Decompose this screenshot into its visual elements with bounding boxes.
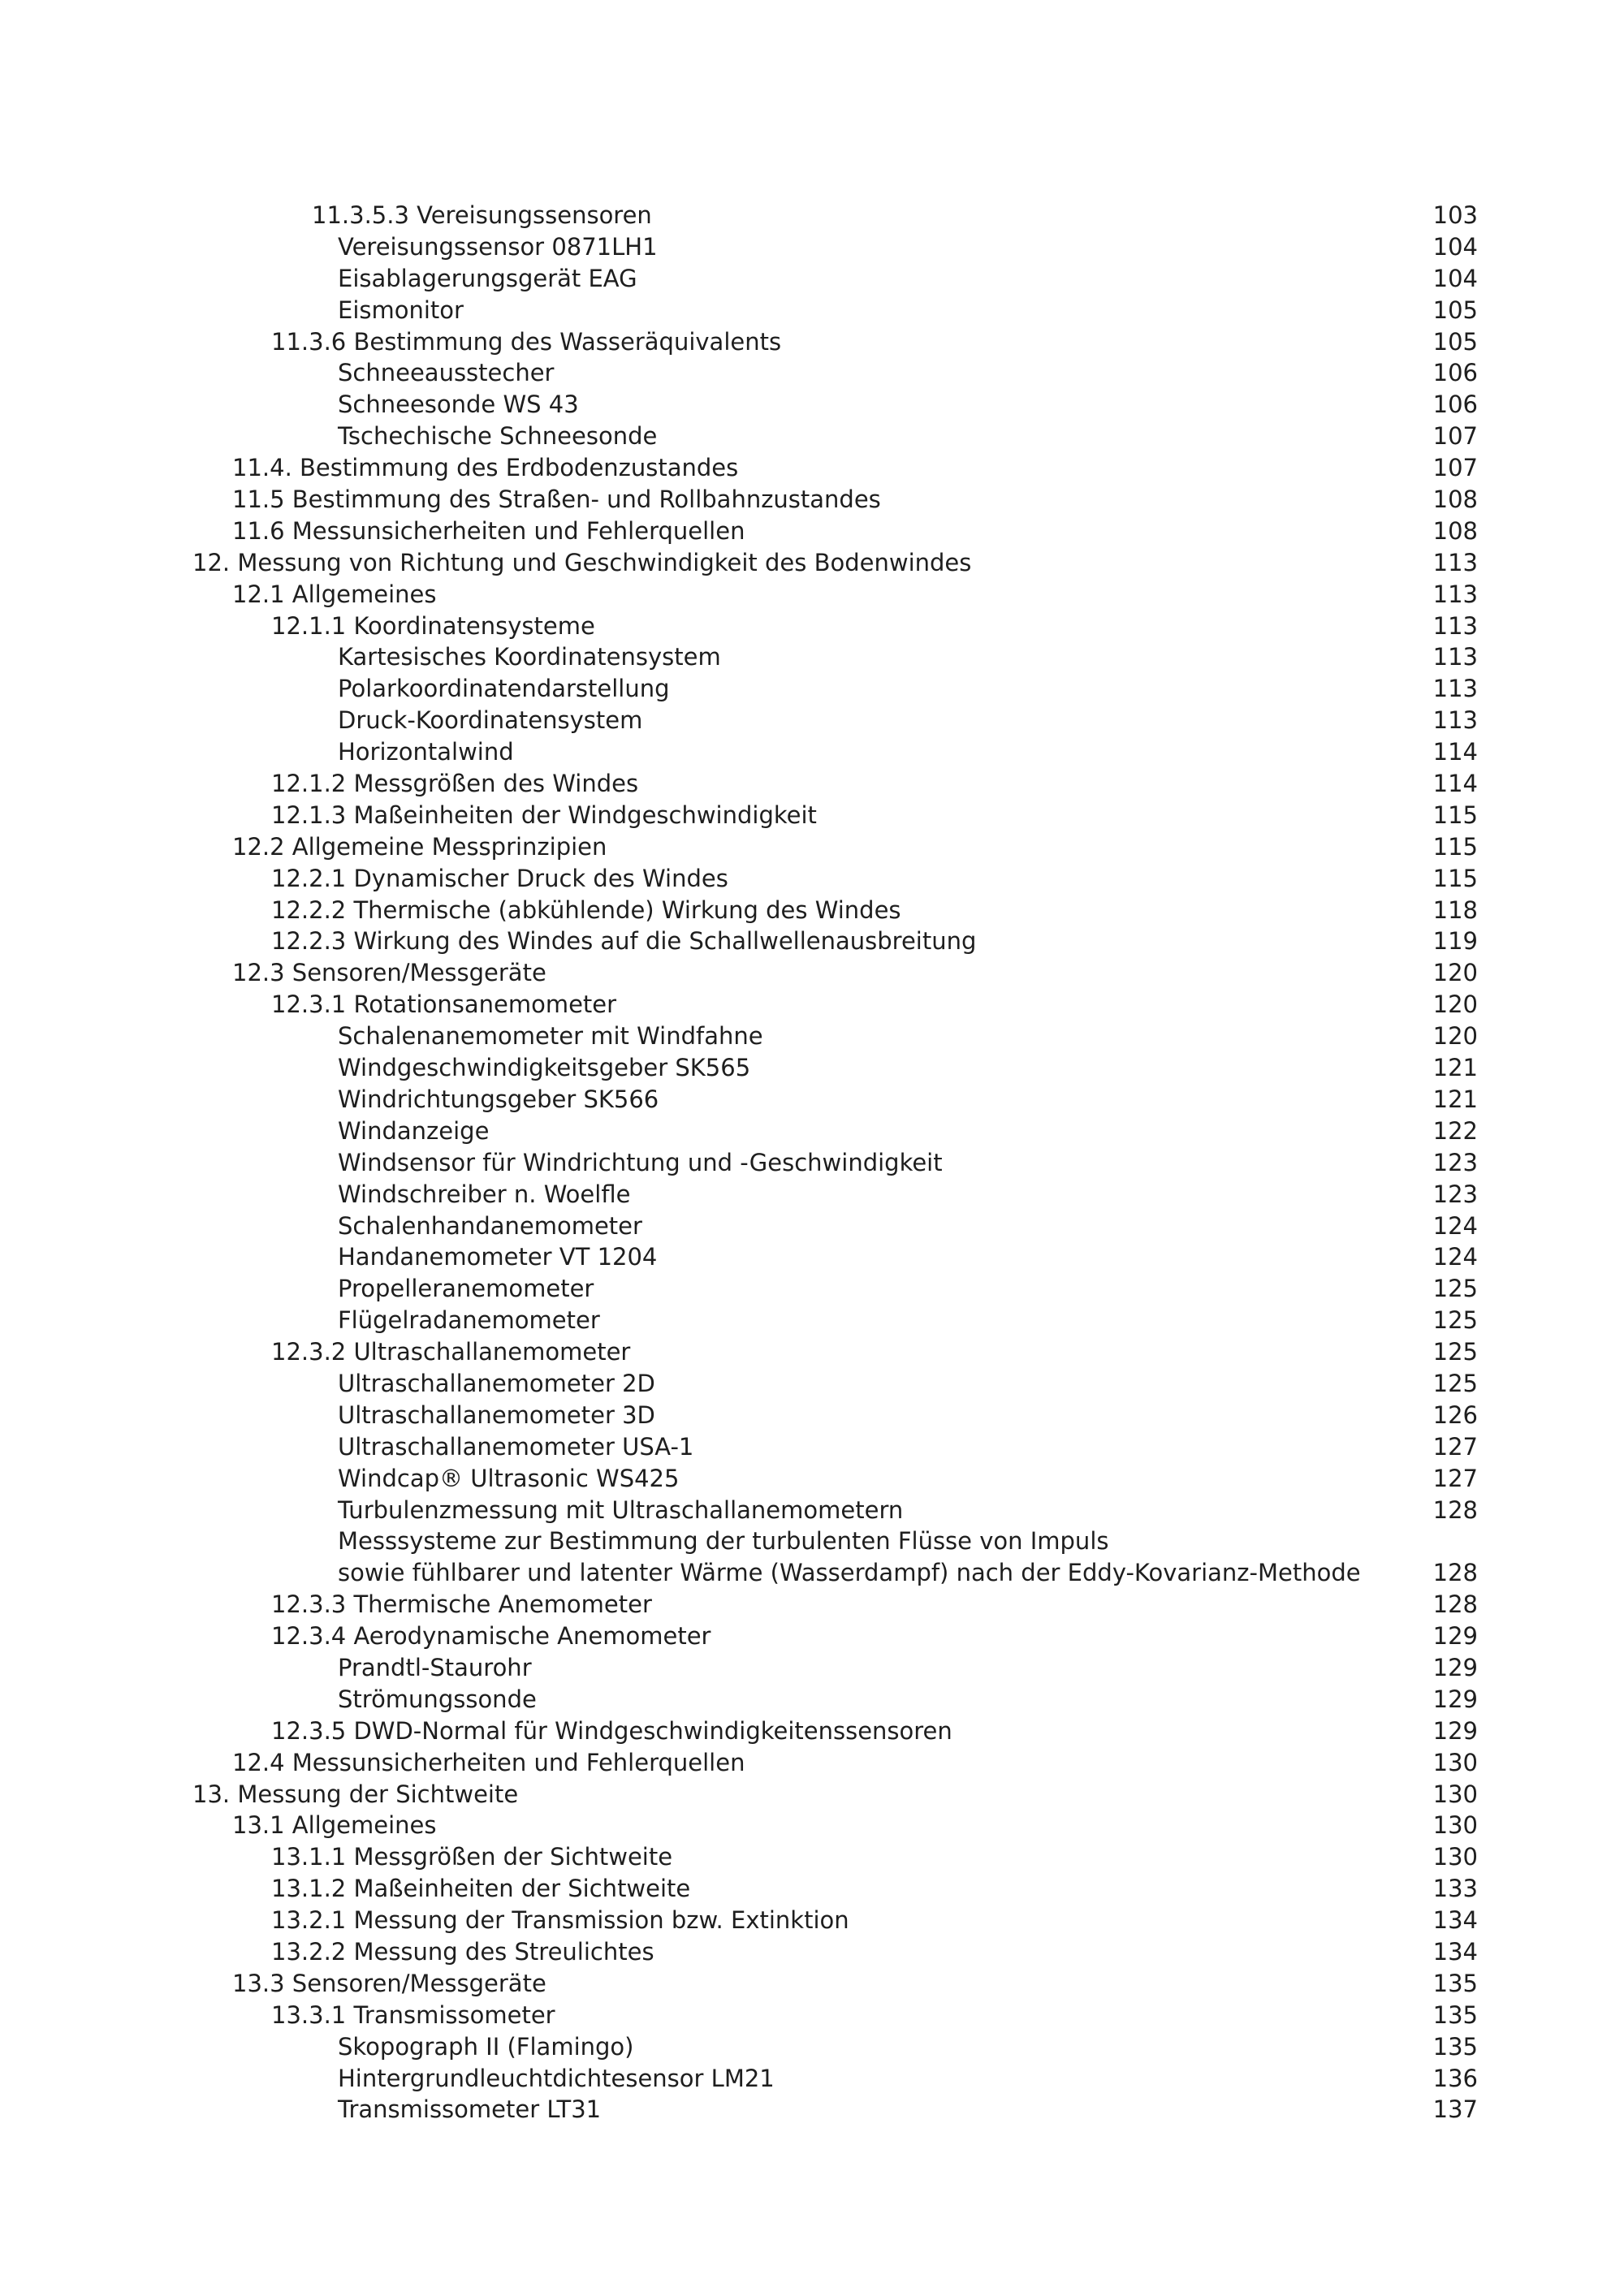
toc-entry-page-number: 135 [1432, 2032, 1478, 2061]
toc-entry [0, 768, 1624, 800]
toc-entry-page-number: 135 [1432, 1969, 1478, 1997]
toc-entry-title: 12.2.1 Dynamischer Druck des Windes [271, 864, 728, 892]
toc-entry-page-number: 129 [1432, 1653, 1478, 1681]
toc-entry [0, 1116, 1624, 1147]
toc-entry-page-number: 136 [1432, 2064, 1478, 2092]
toc-entry-page-number: 130 [1432, 1780, 1478, 1808]
table-of-contents [0, 200, 1624, 2126]
toc-entry [0, 1873, 1624, 1905]
toc-entry-page-number: 128 [1432, 1559, 1478, 1587]
toc-entry-page-number: 113 [1432, 580, 1478, 608]
toc-entry-title: 11.5 Bestimmung des Straßen- und Rollbahnzustandes [232, 486, 881, 514]
toc-entry-title: 12.1.3 Maßeinheiten der Windgeschwindigkeit [271, 801, 817, 829]
toc-entry [0, 1589, 1624, 1621]
toc-entry [0, 641, 1624, 673]
toc-entry [0, 1211, 1624, 1242]
toc-entry [0, 2063, 1624, 2095]
toc-entry-page-number: 122 [1432, 1116, 1478, 1145]
toc-entry-title: 11.3.6 Bestimmung des Wasseräquivalents [271, 327, 782, 356]
toc-entry [0, 484, 1624, 516]
toc-entry-page-number: 134 [1432, 1906, 1478, 1935]
toc-entry-page-number: 105 [1432, 296, 1478, 324]
toc-entry [0, 736, 1624, 768]
toc-entry-page-number: 125 [1432, 1275, 1478, 1303]
toc-entry-page-number: 115 [1432, 864, 1478, 892]
toc-entry [0, 831, 1624, 863]
toc-entry-title: 12. Messung von Richtung und Geschwindigkeit des Bodenwindes [192, 548, 972, 576]
toc-entry-page-number: 115 [1432, 832, 1478, 861]
toc-entry-page-number: 107 [1432, 422, 1478, 451]
toc-entry-title: Tschechische Schneesonde [338, 422, 658, 451]
toc-entry-title: 13.1.1 Messgrößen der Sichtweite [271, 1843, 673, 1871]
toc-entry-page-number: 127 [1432, 1432, 1478, 1461]
toc-entry [0, 1400, 1624, 1431]
toc-entry [0, 863, 1624, 895]
toc-entry-page-number: 114 [1432, 770, 1478, 798]
toc-entry [0, 1716, 1624, 1747]
toc-entry-title: Hintergrundleuchtdichtesensor LM21 [338, 2064, 775, 2092]
toc-entry-page-number: 108 [1432, 516, 1478, 545]
toc-entry [0, 1526, 1624, 1557]
toc-entry-page-number: 125 [1432, 1369, 1478, 1397]
toc-entry-title: Windanzeige [338, 1116, 490, 1145]
toc-entry [0, 200, 1624, 231]
toc-entry-title: 12.1.1 Koordinatensysteme [271, 611, 595, 640]
toc-entry [0, 1747, 1624, 1779]
toc-entry-page-number: 119 [1432, 927, 1478, 956]
toc-entry-page-number: 113 [1432, 548, 1478, 576]
toc-entry [0, 1368, 1624, 1400]
toc-entry [0, 357, 1624, 389]
toc-entry [0, 1684, 1624, 1716]
toc-entry [0, 1052, 1624, 1084]
toc-entry [0, 516, 1624, 547]
toc-entry [0, 2094, 1624, 2126]
toc-entry [0, 1810, 1624, 1841]
toc-entry [0, 452, 1624, 484]
toc-entry [0, 1241, 1624, 1273]
toc-entry-page-number: 113 [1432, 611, 1478, 640]
toc-entry [0, 326, 1624, 358]
toc-entry-title: Strömungssonde [338, 1685, 537, 1713]
toc-entry-page-number: 124 [1432, 1211, 1478, 1240]
toc-entry-title: Schalenhandanemometer [338, 1211, 642, 1240]
toc-entry-page-number: 128 [1432, 1590, 1478, 1619]
toc-entry-page-number: 107 [1432, 454, 1478, 482]
toc-entry [0, 1936, 1624, 1968]
toc-entry [0, 231, 1624, 263]
toc-entry-page-number: 113 [1432, 706, 1478, 735]
toc-entry-title: Handanemometer VT 1204 [338, 1243, 658, 1271]
toc-entry-title: 12.4 Messunsicherheiten und Fehlerquellen [232, 1748, 745, 1776]
toc-entry-page-number: 120 [1432, 990, 1478, 1019]
toc-entry [0, 1905, 1624, 1936]
toc-entry-page-number: 129 [1432, 1685, 1478, 1713]
toc-entry-title: 12.1 Allgemeines [232, 580, 437, 608]
toc-entry-title: Windcap® Ultrasonic WS425 [338, 1464, 680, 1492]
toc-entry-page-number: 130 [1432, 1811, 1478, 1840]
toc-entry-page-number: 129 [1432, 1716, 1478, 1745]
toc-entry-page-number: 133 [1432, 1875, 1478, 1903]
toc-entry-title: 13.3.1 Transmissometer [271, 2000, 555, 2029]
toc-entry [0, 611, 1624, 642]
toc-entry-title: 11.6 Messunsicherheiten und Fehlerquellen [232, 516, 745, 545]
toc-entry-title: Messsysteme zur Bestimmung der turbulenten Flüsse von Impuls [338, 1527, 1109, 1556]
toc-entry-page-number: 115 [1432, 801, 1478, 829]
toc-entry-title: Skopograph II (Flamingo) [338, 2032, 634, 2061]
toc-entry-page-number: 123 [1432, 1148, 1478, 1176]
toc-entry [0, 389, 1624, 421]
toc-entry-page-number: 118 [1432, 896, 1478, 924]
toc-entry-page-number: 104 [1432, 264, 1478, 292]
toc-entry-title: 12.1.2 Messgrößen des Windes [271, 770, 639, 798]
toc-entry-page-number: 127 [1432, 1464, 1478, 1492]
toc-entry-title: Horizontalwind [338, 738, 514, 766]
toc-entry [0, 263, 1624, 295]
toc-entry-page-number: 135 [1432, 2000, 1478, 2029]
toc-entry [0, 2000, 1624, 2031]
toc-entry [0, 957, 1624, 989]
toc-entry [0, 800, 1624, 831]
toc-entry [0, 1336, 1624, 1368]
toc-entry [0, 547, 1624, 579]
toc-entry [0, 1968, 1624, 2000]
toc-entry-title: Ultraschallanemometer 3D [338, 1400, 655, 1429]
toc-entry-title: Vereisungssensor 0871LH1 [338, 232, 658, 261]
toc-entry-title: 12.3.3 Thermische Anemometer [271, 1590, 652, 1619]
toc-entry-title: Schalenanemometer mit Windfahne [338, 1022, 763, 1051]
toc-entry-title: 13.3 Sensoren/Messgeräte [232, 1969, 546, 1997]
toc-entry-title: 13.1 Allgemeines [232, 1811, 437, 1840]
toc-entry [0, 1779, 1624, 1810]
toc-entry [0, 421, 1624, 452]
toc-entry-title: Ultraschallanemometer USA-1 [338, 1432, 694, 1461]
toc-entry-title: 11.4. Bestimmung des Erdbodenzustandes [232, 454, 739, 482]
toc-entry-page-number: 120 [1432, 959, 1478, 987]
toc-entry-title: 13.1.2 Maßeinheiten der Sichtweite [271, 1875, 691, 1903]
toc-entry [0, 1431, 1624, 1463]
toc-entry-title: 13.2.2 Messung des Streulichtes [271, 1937, 654, 1966]
toc-entry [0, 1147, 1624, 1179]
toc-entry [0, 1179, 1624, 1211]
toc-entry-page-number: 130 [1432, 1748, 1478, 1776]
toc-entry-title: 12.3.4 Aerodynamische Anemometer [271, 1622, 711, 1651]
toc-entry-title: 12.2 Allgemeine Messprinzipien [232, 832, 607, 861]
toc-entry-page-number: 130 [1432, 1843, 1478, 1871]
toc-entry-title: 12.2.3 Wirkung des Windes auf die Schallwellenausbreitung [271, 927, 977, 956]
toc-entry-title: Kartesisches Koordinatensystem [338, 643, 721, 671]
toc-entry-title: Turbulenzmessung mit Ultraschallanemometern [338, 1495, 904, 1524]
toc-entry-title: 12.3.5 DWD-Normal für Windgeschwindigkeitenssensoren [271, 1716, 952, 1745]
toc-entry-page-number: 113 [1432, 675, 1478, 703]
toc-entry [0, 1463, 1624, 1495]
toc-entry-title: 12.3 Sensoren/Messgeräte [232, 959, 546, 987]
toc-entry-page-number: 124 [1432, 1243, 1478, 1271]
toc-entry-title: 13.2.1 Messung der Transmission bzw. Extinktion [271, 1906, 849, 1935]
toc-entry-title: Windsensor für Windrichtung und -Geschwindigkeit [338, 1148, 943, 1176]
toc-entry-title: Flügelradanemometer [338, 1306, 600, 1335]
toc-entry-page-number: 125 [1432, 1338, 1478, 1366]
toc-entry [0, 673, 1624, 705]
toc-entry-title: 13. Messung der Sichtweite [192, 1780, 519, 1808]
toc-entry [0, 295, 1624, 326]
toc-entry-page-number: 120 [1432, 1022, 1478, 1051]
toc-entry-title: Propelleranemometer [338, 1275, 594, 1303]
toc-entry-page-number: 128 [1432, 1495, 1478, 1524]
toc-entry-page-number: 114 [1432, 738, 1478, 766]
toc-entry-page-number: 104 [1432, 232, 1478, 261]
toc-entry-title: Schneeausstecher [338, 359, 555, 387]
toc-entry-page-number: 121 [1432, 1085, 1478, 1113]
toc-entry-page-number: 106 [1432, 391, 1478, 419]
toc-entry-page-number: 126 [1432, 1400, 1478, 1429]
toc-entry [0, 1557, 1624, 1589]
toc-entry-page-number: 113 [1432, 643, 1478, 671]
toc-entry [0, 579, 1624, 611]
toc-entry [0, 1495, 1624, 1526]
toc-entry-title: 12.3.2 Ultraschallanemometer [271, 1338, 631, 1366]
toc-entry [0, 1305, 1624, 1336]
toc-entry-page-number: 123 [1432, 1180, 1478, 1208]
toc-entry [0, 705, 1624, 736]
toc-entry [0, 1084, 1624, 1116]
toc-entry [0, 989, 1624, 1021]
toc-entry-title: sowie fühlbarer und latenter Wärme (Wasserdampf) nach der Eddy-Kovarianz-Methode [338, 1559, 1361, 1587]
toc-entry-title: 12.3.1 Rotationsanemometer [271, 990, 617, 1019]
toc-entry-title: Druck-Koordinatensystem [338, 706, 643, 735]
toc-entry-title: Ultraschallanemometer 2D [338, 1369, 655, 1397]
toc-entry-page-number: 103 [1432, 201, 1478, 229]
toc-entry [0, 895, 1624, 926]
toc-entry-title: 11.3.5.3 Vereisungssensoren [312, 201, 652, 229]
toc-entry-page-number: 106 [1432, 359, 1478, 387]
toc-entry-title: Eisablagerungsgerät EAG [338, 264, 637, 292]
toc-entry-page-number: 121 [1432, 1054, 1478, 1082]
toc-entry [0, 1021, 1624, 1052]
toc-entry [0, 1621, 1624, 1652]
toc-entry-page-number: 129 [1432, 1622, 1478, 1651]
toc-entry-title: 12.2.2 Thermische (abkühlende) Wirkung des Windes [271, 896, 901, 924]
toc-entry-title: Windrichtungsgeber SK566 [338, 1085, 659, 1113]
toc-entry [0, 926, 1624, 957]
toc-entry-page-number: 105 [1432, 327, 1478, 356]
toc-entry-title: Polarkoordinatendarstellung [338, 675, 670, 703]
toc-entry-title: Windschreiber n. Woelfle [338, 1180, 631, 1208]
toc-entry-title: Windgeschwindigkeitsgeber SK565 [338, 1054, 751, 1082]
toc-entry [0, 1652, 1624, 1684]
toc-entry-page-number: 134 [1432, 1937, 1478, 1966]
toc-entry [0, 1841, 1624, 1873]
toc-entry-page-number: 125 [1432, 1306, 1478, 1335]
toc-entry-page-number: 137 [1432, 2095, 1478, 2124]
toc-entry-title: Eismonitor [338, 296, 464, 324]
toc-entry-title: Prandtl-Staurohr [338, 1653, 532, 1681]
toc-entry-page-number: 108 [1432, 486, 1478, 514]
toc-entry [0, 2031, 1624, 2063]
toc-entry-title: Transmissometer LT31 [338, 2095, 602, 2124]
toc-entry [0, 1273, 1624, 1305]
toc-entry-title: Schneesonde WS 43 [338, 391, 579, 419]
